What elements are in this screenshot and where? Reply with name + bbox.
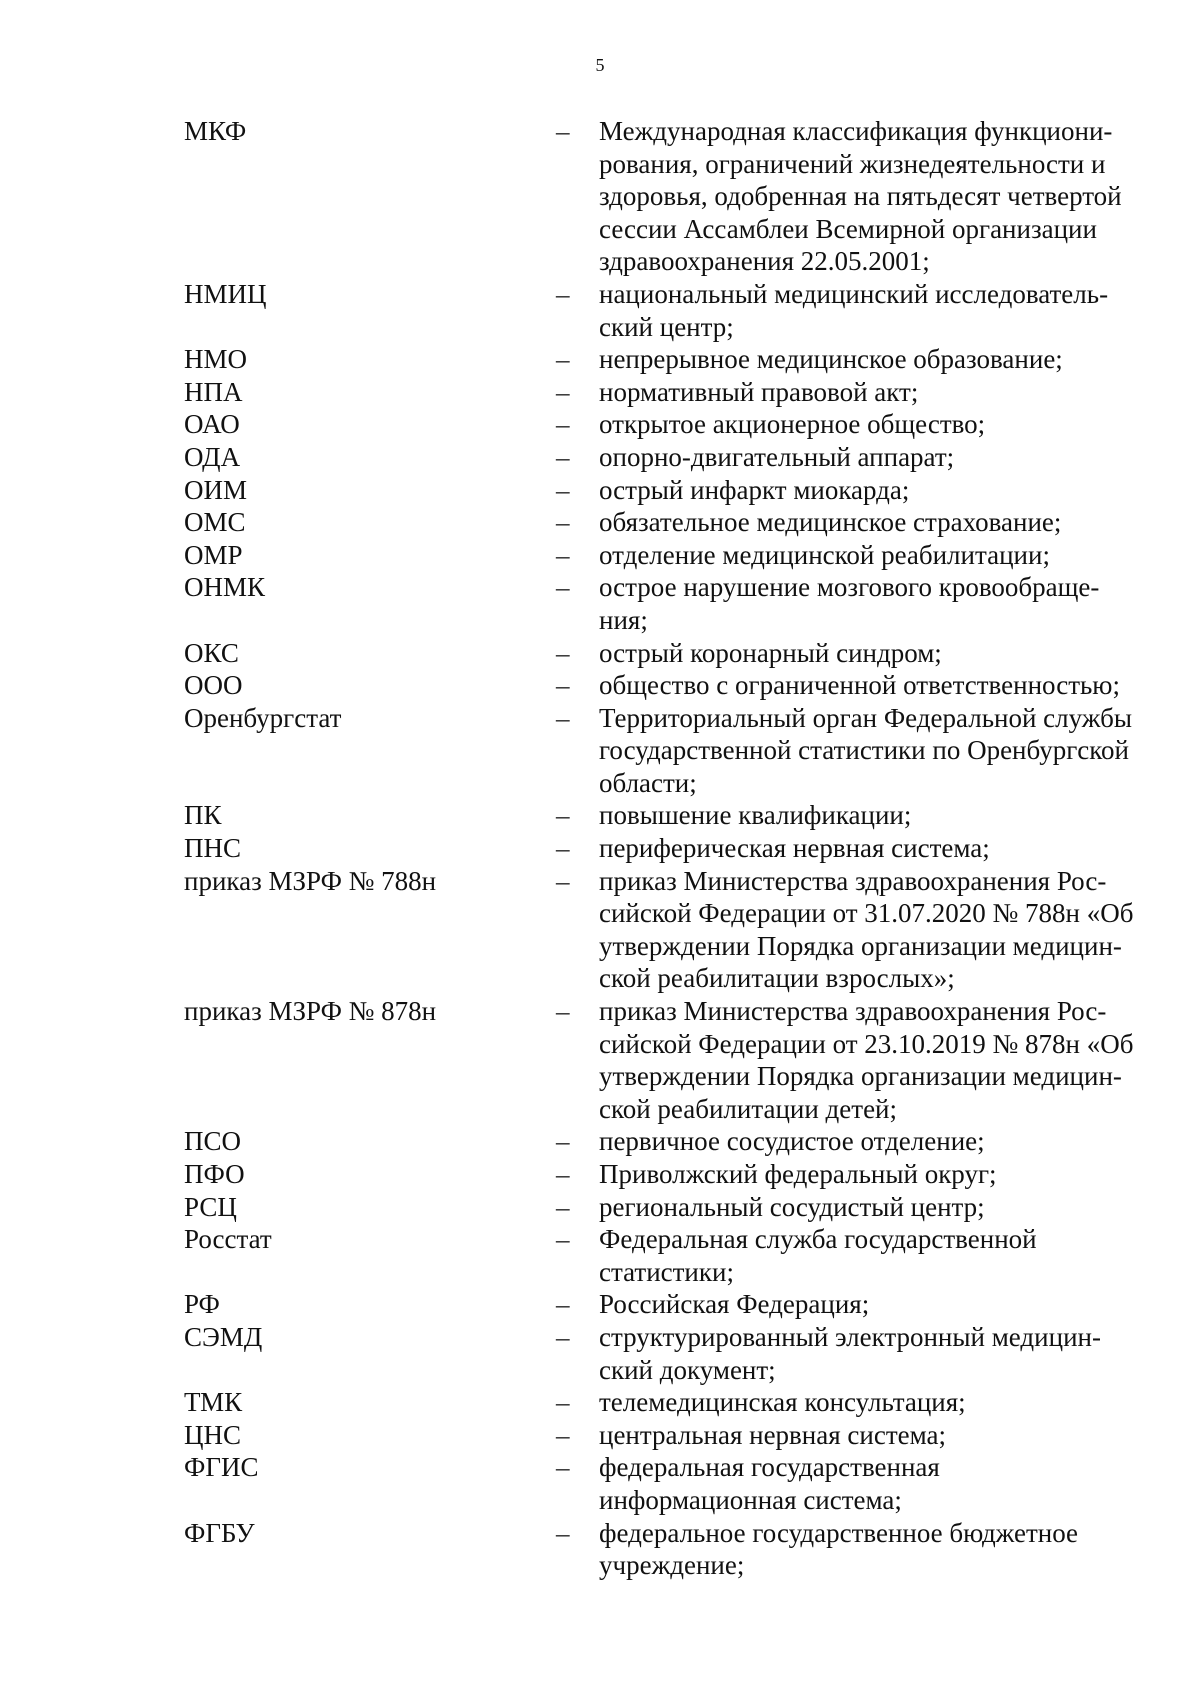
abbreviation-entry — [184, 799, 1184, 832]
definition-line: опорно-двигательный аппарат; — [599, 441, 955, 472]
definition-line: Территориальный орган Федеральной службы — [599, 702, 1132, 733]
definition-line: первичное сосудистое отделение; — [599, 1126, 985, 1157]
abbreviation-entry — [184, 637, 1184, 670]
definition-line: отделение медицинской реабилитации; — [599, 539, 1050, 570]
definition-line: сессии Ассамблеи Всемирной организации — [599, 213, 1097, 244]
abbreviation-term: ОМС — [184, 507, 246, 538]
definition-line: структурированный электронный медицин- — [599, 1321, 1101, 1352]
abbreviation-definition — [599, 702, 1164, 800]
abbreviation-entry — [184, 376, 1184, 409]
abbreviation-term: ОМР — [184, 539, 243, 570]
definition-line: непрерывное медицинское образование; — [599, 344, 1063, 375]
dash-separator: – — [556, 1419, 570, 1450]
abbreviation-definition — [599, 278, 1164, 343]
dash-separator: – — [556, 1159, 570, 1189]
dash-separator: – — [556, 409, 570, 440]
definition-line: приказ Министерства здравоохранения Рос- — [599, 996, 1107, 1027]
dash-separator: – — [556, 441, 570, 472]
dash-separator: – — [556, 1126, 570, 1157]
abbreviation-term: ОНМК — [184, 572, 266, 603]
abbreviation-term: ОИМ — [184, 474, 248, 505]
definition-line: телемедицинская консультация; — [599, 1387, 966, 1418]
abbreviation-entry — [184, 1451, 1184, 1516]
abbreviation-entry — [184, 1288, 1184, 1321]
abbreviation-entry — [184, 539, 1184, 572]
definition-line: повышение квалификации; — [599, 800, 912, 831]
definition-line: Приволжский федеральный округ; — [599, 1159, 997, 1189]
definition-line: периферическая нервная система; — [599, 833, 990, 864]
dash-separator: – — [556, 800, 570, 831]
definition-line: открытое акционерное общество; — [599, 409, 986, 440]
definition-line: федеральная государственная — [599, 1452, 940, 1483]
abbreviation-definition — [599, 1191, 1164, 1224]
dash-separator: – — [556, 116, 570, 146]
definition-line: острый инфаркт миокарда; — [599, 474, 910, 505]
dash-separator: – — [556, 1517, 570, 1548]
abbreviation-term: НМИЦ — [184, 278, 267, 309]
dash-separator: – — [556, 865, 570, 896]
definition-line: статистики; — [599, 1256, 734, 1287]
abbreviation-entry — [184, 441, 1184, 474]
abbreviation-term: НПА — [184, 376, 243, 407]
definition-line: ния; — [599, 604, 648, 635]
abbreviation-term: СЭМД — [184, 1321, 263, 1352]
abbreviation-term: приказ МЗРФ № 878н — [184, 996, 437, 1027]
definition-line: здравоохранения 22.05.2001; — [599, 246, 930, 277]
definition-line: приказ Министерства здравоохранения Рос- — [599, 865, 1107, 896]
abbreviation-term: ФГБУ — [184, 1517, 255, 1548]
abbreviation-entry — [184, 1321, 1184, 1386]
dash-separator: – — [556, 278, 570, 309]
definition-line: сийской Федерации от 23.10.2019 № 878н «Об — [599, 1028, 1134, 1059]
definition-line: Международная классификация функциони- — [599, 116, 1113, 146]
abbreviation-definition — [599, 506, 1164, 539]
definition-line: федеральное государственное бюджетное — [599, 1517, 1079, 1548]
abbreviation-definition — [599, 441, 1164, 474]
dash-separator: – — [556, 376, 570, 407]
abbreviation-definition — [599, 865, 1164, 995]
definition-line: нормативный правовой акт; — [599, 376, 919, 407]
abbreviation-entry — [184, 1125, 1184, 1158]
dash-separator: – — [556, 344, 570, 375]
abbreviation-term: РСЦ — [184, 1191, 237, 1222]
definition-line: национальный медицинский исследователь- — [599, 278, 1109, 309]
abbreviation-term: ФГИС — [184, 1452, 259, 1483]
abbreviation-definition — [599, 799, 1164, 832]
abbreviation-definition — [599, 474, 1164, 507]
abbreviation-term: ПФО — [184, 1159, 245, 1189]
abbreviation-term: НМО — [184, 344, 248, 375]
dash-separator: – — [556, 833, 570, 864]
abbreviation-term: МКФ — [184, 116, 247, 146]
abbreviation-entry — [184, 571, 1184, 636]
abbreviation-entry — [184, 343, 1184, 376]
dash-separator: – — [556, 1452, 570, 1483]
definition-line: ский документ; — [599, 1354, 776, 1385]
abbreviation-term: Росстат — [184, 1224, 272, 1255]
definition-line: сийской Федерации от 31.07.2020 № 788н «Об — [599, 898, 1134, 929]
abbreviation-definition — [599, 539, 1164, 572]
dash-separator: – — [556, 1191, 570, 1222]
dash-separator: – — [556, 702, 570, 733]
abbreviation-entry — [184, 1158, 1184, 1191]
abbreviation-definition — [599, 343, 1164, 376]
abbreviation-term: ОКС — [184, 637, 239, 668]
definition-line: Федеральная служба государственной — [599, 1224, 1037, 1255]
abbreviation-definition — [599, 115, 1164, 278]
definition-line: региональный сосудистый центр; — [599, 1191, 985, 1222]
dash-separator: – — [556, 996, 570, 1027]
abbreviation-entry — [184, 702, 1184, 800]
definition-line: ской реабилитации взрослых»; — [599, 963, 955, 994]
dash-separator: – — [556, 572, 570, 603]
definition-line: ский центр; — [599, 311, 734, 342]
abbreviation-entry — [184, 1386, 1184, 1419]
dash-separator: – — [556, 1224, 570, 1255]
abbreviation-term: ПСО — [184, 1126, 242, 1157]
abbreviation-definition — [599, 1517, 1164, 1582]
abbreviation-definition — [599, 376, 1164, 409]
definition-line: учреждение; — [599, 1550, 745, 1581]
abbreviation-entry — [184, 865, 1184, 995]
definition-line: острое нарушение мозгового кровообраще- — [599, 572, 1100, 603]
abbreviation-entry — [184, 995, 1184, 1125]
abbreviation-definition — [599, 995, 1164, 1125]
abbreviation-entry — [184, 115, 1184, 278]
abbreviation-definition — [599, 1288, 1164, 1321]
abbreviation-term: РФ — [184, 1289, 220, 1320]
abbreviation-definition — [599, 1223, 1164, 1288]
definition-line: острый коронарный синдром; — [599, 637, 942, 668]
dash-separator: – — [556, 1289, 570, 1320]
abbreviation-entry — [184, 1419, 1184, 1452]
dash-separator: – — [556, 507, 570, 538]
abbreviation-entry — [184, 832, 1184, 865]
abbreviation-entry — [184, 474, 1184, 507]
abbreviation-definition — [599, 637, 1164, 670]
abbreviation-definition — [599, 669, 1164, 702]
abbreviation-term: ОАО — [184, 409, 240, 440]
abbreviation-entry — [184, 408, 1184, 441]
dash-separator: – — [556, 1321, 570, 1352]
abbreviation-definition — [599, 1419, 1164, 1452]
abbreviation-entry — [184, 278, 1184, 343]
definition-line: центральная нервная система; — [599, 1419, 946, 1450]
definition-line: области; — [599, 767, 697, 798]
abbreviation-definition — [599, 1158, 1164, 1191]
dash-separator: – — [556, 1387, 570, 1418]
abbreviation-definition — [599, 832, 1164, 865]
dash-separator: – — [556, 670, 570, 701]
abbreviation-term: приказ МЗРФ № 788н — [184, 865, 437, 896]
definition-line: здоровья, одобренная на пятьдесят четвертой — [599, 181, 1122, 212]
dash-separator: – — [556, 539, 570, 570]
abbreviation-entry — [184, 1223, 1184, 1288]
abbreviation-list — [184, 115, 1184, 1582]
abbreviation-entry — [184, 1191, 1184, 1224]
definition-line: утверждении Порядка организации медицин- — [599, 1061, 1122, 1092]
abbreviation-term: ТМК — [184, 1387, 243, 1418]
dash-separator: – — [556, 637, 570, 668]
abbreviation-term: ООО — [184, 670, 243, 701]
definition-line: обязательное медицинское страхование; — [599, 507, 1062, 538]
abbreviation-term: ПК — [184, 800, 222, 831]
abbreviation-term: ЦНС — [184, 1419, 242, 1450]
abbreviation-entry — [184, 506, 1184, 539]
abbreviation-term: ПНС — [184, 833, 242, 864]
abbreviation-definition — [599, 571, 1164, 636]
definition-line: утверждении Порядка организации медицин- — [599, 930, 1122, 961]
abbreviation-entry — [184, 669, 1184, 702]
definition-line: рования, ограничений жизнедеятельности и — [599, 148, 1106, 179]
abbreviation-definition — [599, 1125, 1164, 1158]
definition-line: ской реабилитации детей; — [599, 1093, 898, 1124]
dash-separator: – — [556, 474, 570, 505]
definition-line: информационная система; — [599, 1484, 902, 1515]
abbreviation-definition — [599, 1386, 1164, 1419]
abbreviation-entry — [184, 1517, 1184, 1582]
abbreviation-term: Оренбургстат — [184, 702, 342, 733]
abbreviation-term: ОДА — [184, 441, 241, 472]
abbreviation-definition — [599, 1451, 1164, 1516]
definition-line: Российская Федерация; — [599, 1289, 870, 1320]
abbreviation-definition — [599, 408, 1164, 441]
abbreviation-definition — [599, 1321, 1164, 1386]
definition-line: государственной статистики по Оренбургской — [599, 735, 1129, 766]
page-number: 5 — [595, 55, 605, 75]
definition-line: общество с ограниченной ответственностью; — [599, 670, 1120, 701]
